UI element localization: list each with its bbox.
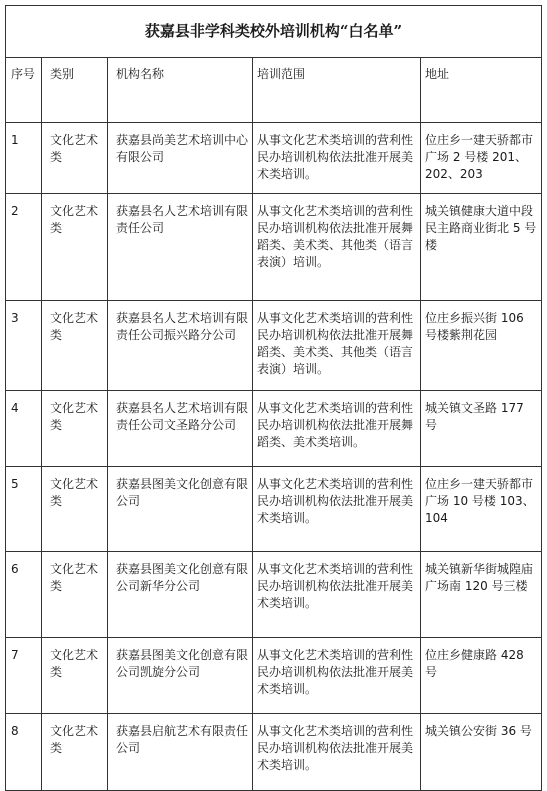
cell-address: 城关镇文圣路 177 号	[421, 391, 542, 467]
cell-category: 文化艺术类	[42, 714, 108, 791]
cell-category: 文化艺术类	[42, 391, 108, 467]
cell-name: 获嘉县名人艺术培训有限责任公司振兴路分公司	[108, 301, 253, 391]
cell-no: 4	[6, 391, 42, 467]
table-row	[6, 638, 542, 714]
table-row	[6, 301, 542, 391]
header-row	[6, 58, 542, 123]
whitelist-table	[5, 5, 542, 791]
cell-no: 6	[6, 552, 42, 638]
cell-address: 城关镇新华街城隍庙广场南 120 号三楼	[421, 552, 542, 638]
cell-category: 文化艺术类	[42, 123, 108, 194]
cell-scope: 从事文化艺术类培训的营利性民办培训机构依法批准开展美术类培训。	[253, 714, 421, 791]
header-name: 机构名称	[108, 58, 253, 123]
cell-name: 获嘉县图美文化创意有限公司	[108, 467, 253, 552]
cell-category: 文化艺术类	[42, 552, 108, 638]
table-row	[6, 123, 542, 194]
header-scope: 培训范围	[253, 58, 421, 123]
cell-scope: 从事文化艺术类培训的营利性民办培训机构依法批准开展美术类培训。	[253, 123, 421, 194]
cell-no: 5	[6, 467, 42, 552]
cell-no: 8	[6, 714, 42, 791]
cell-category: 文化艺术类	[42, 638, 108, 714]
table-row	[6, 391, 542, 467]
cell-name: 获嘉县启航艺术有限责任公司	[108, 714, 253, 791]
cell-scope: 从事文化艺术类培训的营利性民办培训机构依法批准开展舞蹈类、美术类、其他类（语言表演）培训。	[253, 194, 421, 301]
table-row	[6, 194, 542, 301]
table-row	[6, 552, 542, 638]
cell-no: 2	[6, 194, 42, 301]
cell-scope: 从事文化艺术类培训的营利性民办培训机构依法批准开展美术类培训。	[253, 638, 421, 714]
cell-no: 3	[6, 301, 42, 391]
cell-category: 文化艺术类	[42, 194, 108, 301]
table-title: 获嘉县非学科类校外培训机构“白名单”	[6, 6, 542, 58]
cell-no: 7	[6, 638, 42, 714]
table-row	[6, 467, 542, 552]
header-address: 地址	[421, 58, 542, 123]
cell-scope: 从事文化艺术类培训的营利性民办培训机构依法批准开展舞蹈类、美术类、其他类（语言表演）培训。	[253, 301, 421, 391]
cell-address: 城关镇健康大道中段民主路商业街北 5 号楼	[421, 194, 542, 301]
table-row	[6, 714, 542, 791]
cell-name: 获嘉县图美文化创意有限公司新华分公司	[108, 552, 253, 638]
cell-address: 位庄乡一建天骄都市广场 10 号楼 103、104	[421, 467, 542, 552]
cell-address: 位庄乡振兴街 106 号楼紫荆花园	[421, 301, 542, 391]
cell-category: 文化艺术类	[42, 301, 108, 391]
cell-address: 位庄乡一建天骄都市广场 2 号楼 201、202、203	[421, 123, 542, 194]
header-category: 类别	[42, 58, 108, 123]
cell-address: 城关镇公安街 36 号	[421, 714, 542, 791]
cell-address: 位庄乡健康路 428 号	[421, 638, 542, 714]
cell-scope: 从事文化艺术类培训的营利性民办培训机构依法批准开展舞蹈类、美术类培训。	[253, 391, 421, 467]
cell-scope: 从事文化艺术类培训的营利性民办培训机构依法批准开展美术类培训。	[253, 467, 421, 552]
cell-category: 文化艺术类	[42, 467, 108, 552]
cell-name: 获嘉县名人艺术培训有限责任公司文圣路分公司	[108, 391, 253, 467]
cell-name: 获嘉县尚美艺术培训中心有限公司	[108, 123, 253, 194]
cell-name: 获嘉县名人艺术培训有限责任公司	[108, 194, 253, 301]
cell-no: 1	[6, 123, 42, 194]
cell-name: 获嘉县图美文化创意有限公司凯旋分公司	[108, 638, 253, 714]
whitelist-document	[5, 5, 541, 772]
cell-scope: 从事文化艺术类培训的营利性民办培训机构依法批准开展美术类培训。	[253, 552, 421, 638]
header-no: 序号	[6, 58, 42, 123]
